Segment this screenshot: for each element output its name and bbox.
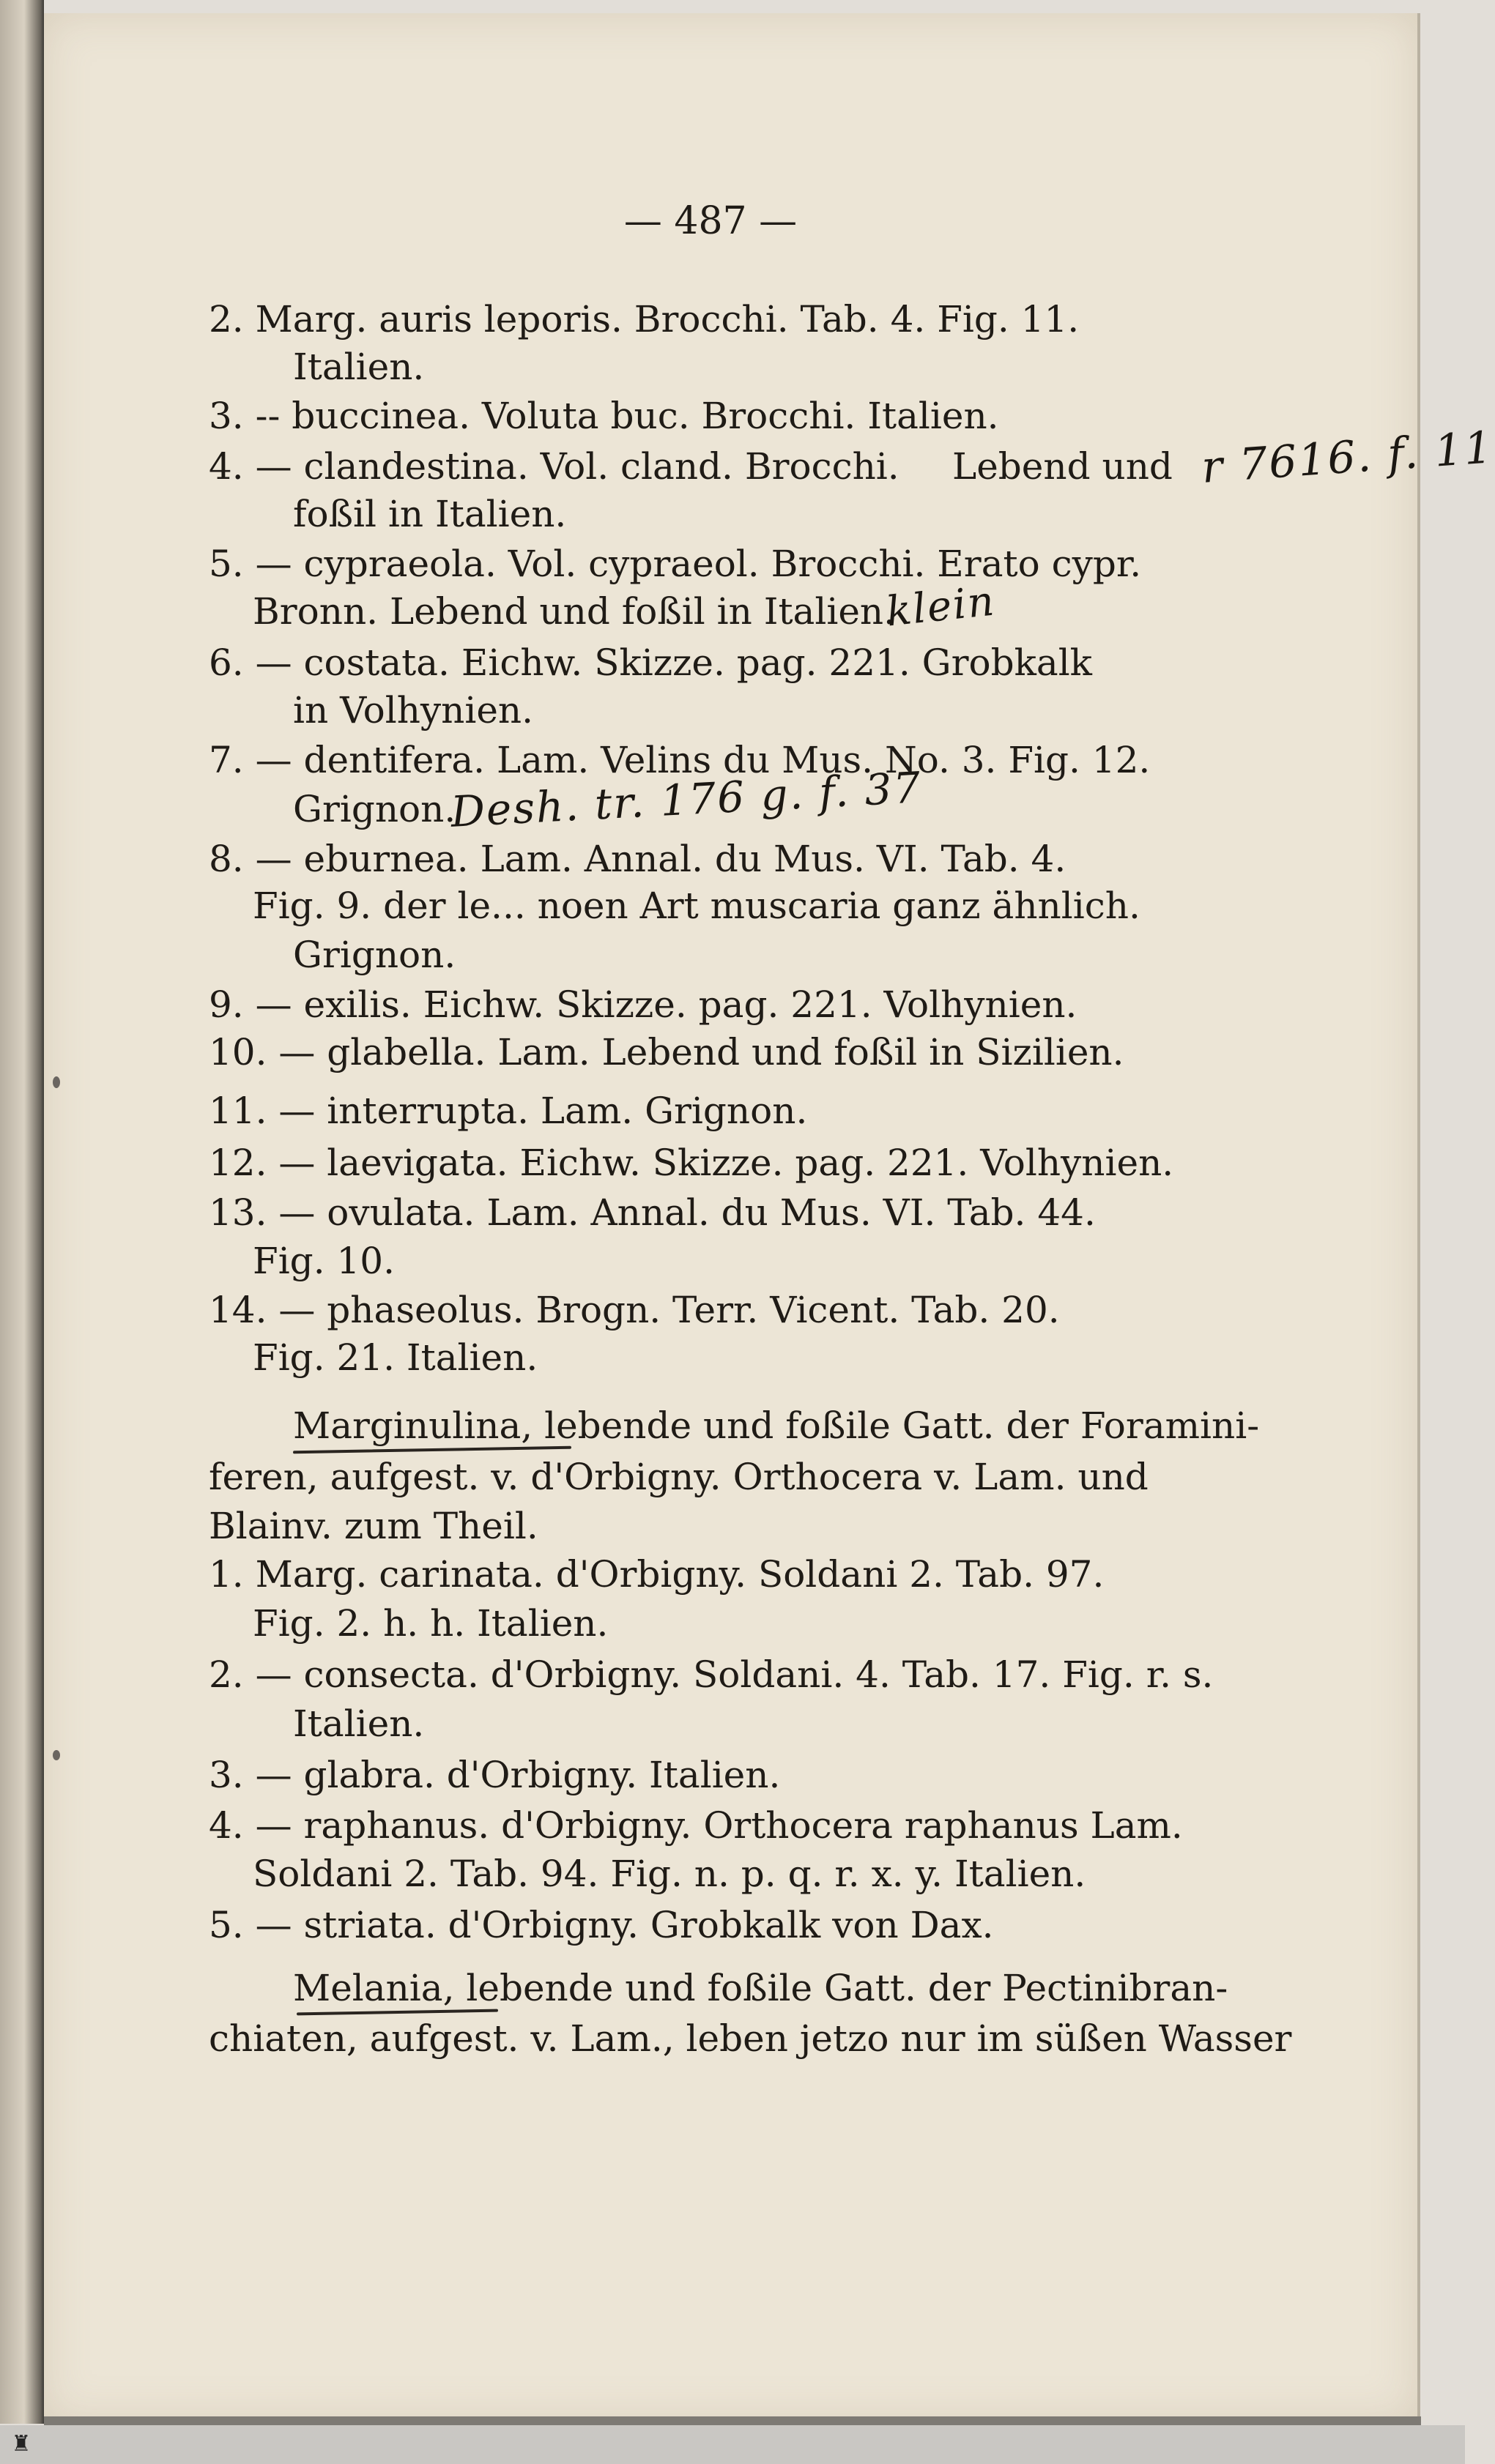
text-line: 6. — costata. Eichw. Skizze. pag. 221. Grobkalk bbox=[209, 641, 1092, 684]
handwritten-note: Desh. tr. 176 g. f. 37 bbox=[449, 762, 923, 837]
text-line: Soldani 2. Tab. 94. Fig. n. p. q. r. x. y. Italien. bbox=[253, 1853, 1086, 1895]
text-line: 9. — exilis. Eichw. Skizze. pag. 221. Volhynien. bbox=[209, 983, 1077, 1026]
text-line: 5. — cypraeola. Vol. cypraeol. Brocchi. Erato cypr. bbox=[209, 543, 1142, 585]
page-number: — 487 — bbox=[623, 199, 798, 243]
text-line: 5. — striata. d'Orbigny. Grobkalk von Dax. bbox=[209, 1904, 994, 1946]
text-line: Italien. bbox=[293, 1702, 425, 1745]
text-line: 14. — phaseolus. Brogn. Terr. Vicent. Tab. 20. bbox=[209, 1289, 1060, 1331]
text-line: 1. Marg. carinata. d'Orbigny. Soldani 2. Tab. 97. bbox=[209, 1553, 1105, 1596]
page-blemish bbox=[53, 1750, 60, 1760]
text-line: Fig. 21. Italien. bbox=[253, 1336, 538, 1379]
text-line: chiaten, aufgest. v. Lam., leben jetzo nur im süßen Wasser bbox=[209, 2017, 1292, 2060]
text-line: 4. — raphanus. d'Orbigny. Orthocera raphanus Lam. bbox=[209, 1804, 1183, 1847]
text-line: 2. — consecta. d'Orbigny. Soldani. 4. Tab. 17. Fig. r. s. bbox=[209, 1653, 1214, 1696]
viewer-footer bbox=[0, 2425, 1465, 2464]
text-line: 3. — glabra. d'Orbigny. Italien. bbox=[209, 1754, 781, 1796]
text-line: 3. -- buccinea. Voluta buc. Brocchi. Italien. bbox=[209, 395, 999, 437]
text-line: 11. — interrupta. Lam. Grignon. bbox=[209, 1090, 808, 1132]
text-line: 8. — eburnea. Lam. Annal. du Mus. VI. Tab. 4. bbox=[209, 838, 1066, 880]
page-body bbox=[209, 0, 1292, 2416]
handwritten-note: r 7616. f. 11 bbox=[1200, 422, 1495, 494]
text-line: 12. — laevigata. Eichw. Skizze. pag. 221. Volhynien. bbox=[209, 1142, 1174, 1184]
text-line: Melania, lebende und foßile Gatt. der Pectinibran- bbox=[293, 1967, 1228, 2009]
library-seal-icon: ♜ bbox=[11, 2431, 31, 2457]
text-line: foßil in Italien. bbox=[293, 493, 567, 535]
text-line: 2. Marg. auris leporis. Brocchi. Tab. 4. Fig. 11. bbox=[209, 298, 1080, 340]
text-line: 10. — glabella. Lam. Lebend und foßil in Sizilien. bbox=[209, 1031, 1124, 1073]
text-line: Italien. bbox=[293, 346, 425, 388]
text-line: Fig. 2. h. h. Italien. bbox=[253, 1602, 609, 1645]
text-line: Lebend und bbox=[952, 445, 1173, 488]
text-line: 4. — clandestina. Vol. cland. Brocchi. bbox=[209, 445, 899, 488]
book-spine bbox=[0, 0, 44, 2424]
text-line: Grignon. bbox=[293, 934, 456, 976]
text-line: in Volhynien. bbox=[293, 689, 534, 732]
text-line: feren, aufgest. v. d'Orbigny. Orthocera v. Lam. und bbox=[209, 1456, 1149, 1498]
text-line: Fig. 10. bbox=[253, 1240, 395, 1282]
text-line: Fig. 9. der le... noen Art muscaria ganz ähnlich. bbox=[253, 885, 1140, 927]
text-line: 7. — dentifera. Lam. Velins du Mus. No. 3. Fig. 12. bbox=[209, 739, 1151, 781]
text-line: Bronn. Lebend und foßil in Italien. bbox=[253, 590, 896, 633]
text-line: Grignon. bbox=[293, 788, 456, 830]
text-line: Blainv. zum Theil. bbox=[209, 1505, 538, 1547]
text-line: 13. — ovulata. Lam. Annal. du Mus. VI. Tab. 44. bbox=[209, 1191, 1096, 1234]
page-edge bbox=[44, 2416, 1421, 2425]
page-blemish bbox=[53, 1076, 60, 1088]
text-line: Marginulina, lebende und foßile Gatt. der Foramini- bbox=[293, 1404, 1260, 1447]
handwritten-note: klein bbox=[884, 577, 998, 636]
